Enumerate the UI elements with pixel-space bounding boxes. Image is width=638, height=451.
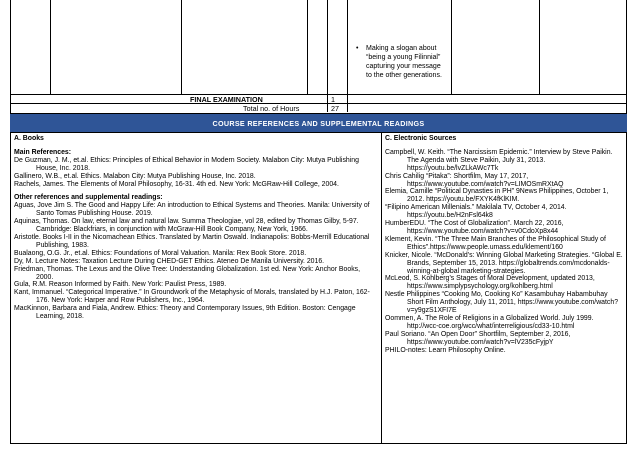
main-reference-item: Rachels, James. The Elements of Moral Philosophy, 16-31. 4th ed. New York: McGRaw-Hill College, 2004. — [14, 180, 339, 188]
main-references-heading: Main References: — [14, 148, 72, 156]
top-row-right-border — [626, 0, 627, 94]
activity-bullet-cell — [352, 44, 448, 80]
electronic-reference-item: PHILO-notes: Learn Philosophy Online. — [385, 346, 506, 354]
total-hours-value: 27 — [331, 104, 339, 113]
final-exam-hours: 1 — [331, 95, 335, 104]
electronic-sources-column — [385, 135, 623, 354]
other-reference-item: MacKinnon, Barbara and Fiala, Andrew. Ethics: Theory and Contemporary Issues, 9th Edition. Boston: Cengage Learning, 2018. — [14, 305, 356, 321]
top-row-left-border — [10, 0, 11, 94]
top-row-divider-3 — [307, 0, 308, 94]
books-heading: A. Books — [14, 135, 44, 142]
other-reference-item: Bualaong, O.G. Jr., et.al. Ethics: Foundations of Moral Valuation. Manila: Rex Book Store. 2018. — [14, 249, 307, 257]
other-references-heading: Other references and supplemental readings: — [14, 194, 163, 202]
other-reference-item: Friedman, Thomas. The Lexus and the Olive Tree: Understanding Globalization. 1st ed. New York: Anchor Books, 2000. — [14, 265, 360, 281]
course-references-banner: COURSE REFERENCES AND SUPPLEMENTAL READINGS — [10, 113, 627, 132]
electronic-reference-item: McLeod, S. Kohlberg’s Stages of Moral Development, updated 2013, https://www.simplypsychology.org/kohlberg.html — [385, 275, 595, 291]
references-column-divider — [381, 132, 382, 444]
electronic-reference-item: HumberEDU. “The Cost of Globalization”. March 22, 2016, https://www.youtube.com/watch?v=v0CdoXp8x44 — [385, 220, 564, 235]
top-row-divider-6 — [451, 0, 452, 94]
main-reference-item: Gallinero, W.B., et.al. Ethics. Malabon City: Mutya Publishing House, Inc. 2018. — [14, 172, 256, 180]
top-row-divider-7 — [539, 0, 540, 94]
other-reference-item: Aristotle. Books I-II in the Nicomachean Ethics. Translated by Martin Oswald. Indianapolis: Bobbs-Merrill Educational Publishing, 1983. — [14, 233, 370, 249]
other-reference-item: Dy, M. Lecture Notes: Taxation Lecture During CHED-GET Ethics. Ateneo De Manila University. 2016. — [14, 257, 325, 265]
final-exam-label: FINAL EXAMINATION — [190, 95, 263, 104]
top-row-divider-4 — [327, 0, 328, 94]
electronic-reference-item: Nestle Philippines “Cooking Mo, Cooking Ko” Kasambuhay Habambuhay Short Film Anthology, July 11, 2011, https://www.youtube.com/watch?v=y9gzS1XFI7E — [385, 291, 619, 315]
top-row-divider-5 — [347, 0, 348, 94]
electronic-reference-item: Klement, Kevin. “The Three Main Branches of the Philosophical Study of Ethics”.https://www.people.umass.edu/klement/160 — [385, 235, 606, 251]
electronic-reference-item: Chris Cahilig “Pitaka”: Shortfilm, May 17, 2017, https://www.youtube.com/watch?v=LIMOSmRXtAQ — [385, 172, 564, 188]
main-reference-item: De Guzman, J. M., et.al. Ethics: Principles of Ethical Behavior in Modern Society. Malabon City: Mutya Publishing House, Inc. 2018. — [14, 156, 359, 172]
electronic-reference-item: Oommen, A. The Role of Religions in a Globalized World. July 1999. http://wcc-coe.org/wcc/what/interreligious/cd33-10.html — [385, 314, 594, 330]
electronic-reference-item: “Filipino American Millenials.” Makilala TV, October 4, 2014. https://youtu.be/H2nFsl64k8 — [385, 204, 567, 220]
other-reference-item: Kant, Immanuel. “Categorical Imperative.” In Groundwork of the Metaphysic of Morals, translated by H.J. Paton, 162-176. New York: Harper and Row Publishers, Inc., 1964. — [14, 289, 370, 305]
top-row-divider-2 — [181, 0, 182, 94]
electronic-reference-item: Elemia, Camille “Political Dynasties in PH” 9News Philippines, October 1, 2012. https://youtu.be/FXYK4fKlKIM. — [385, 188, 609, 204]
electronic-reference-item: Campbell, W. Keith. “The Narcissism Epidemic.” Interview by Steve Paikin. The Agenda with Steve Paikin, July 31, 2013. https://youtu.be/lvZLkAWc7Tk — [385, 148, 613, 172]
activity-bullet-item: • Making a slogan about “being a young Filinnial” capturing your message to the other generations. — [366, 44, 448, 80]
final-exam-row — [10, 94, 627, 103]
other-reference-item: Aquinas, Thomas. On law, eternal law and natural law. Summa Theologiae, vol 28, edited by Thomas Gilby, 5-97. Cambridge: Blackfriars, in conjunction with McGraw-Hill Book Company, New York, 1966. — [14, 218, 359, 234]
electronic-sources-heading: C. Electronic Sources — [385, 135, 457, 142]
other-reference-item: Aguas, Jove Jim S. The Good and Happy Life: An introduction to Ethical Systems and Theories. Manila: University of Santo Tomas Publishing House. 2019. — [14, 202, 370, 218]
total-hours-row — [10, 103, 627, 113]
top-row-divider-1 — [50, 0, 51, 94]
total-hours-label: Total no. of Hours — [243, 104, 300, 113]
electronic-reference-item: Paul Soriano. “An Open Door” Shortfilm, September 2, 2016, https://www.youtube.com/watch?v=lV235cFyjpY — [385, 330, 571, 346]
electronic-reference-item: Knicker, Nicole. “McDonald’s: Winning Global Marketing Strategies. “Global E. Brands, September 15, 2013. https://globaltrends.com/mcdonalds-winning-at-global marketing-strategies. — [385, 251, 623, 275]
other-reference-item: Gula, R.M. Reason Informed by Faith. New York: Paulist Press, 1989. — [14, 281, 227, 289]
books-column — [14, 135, 378, 321]
